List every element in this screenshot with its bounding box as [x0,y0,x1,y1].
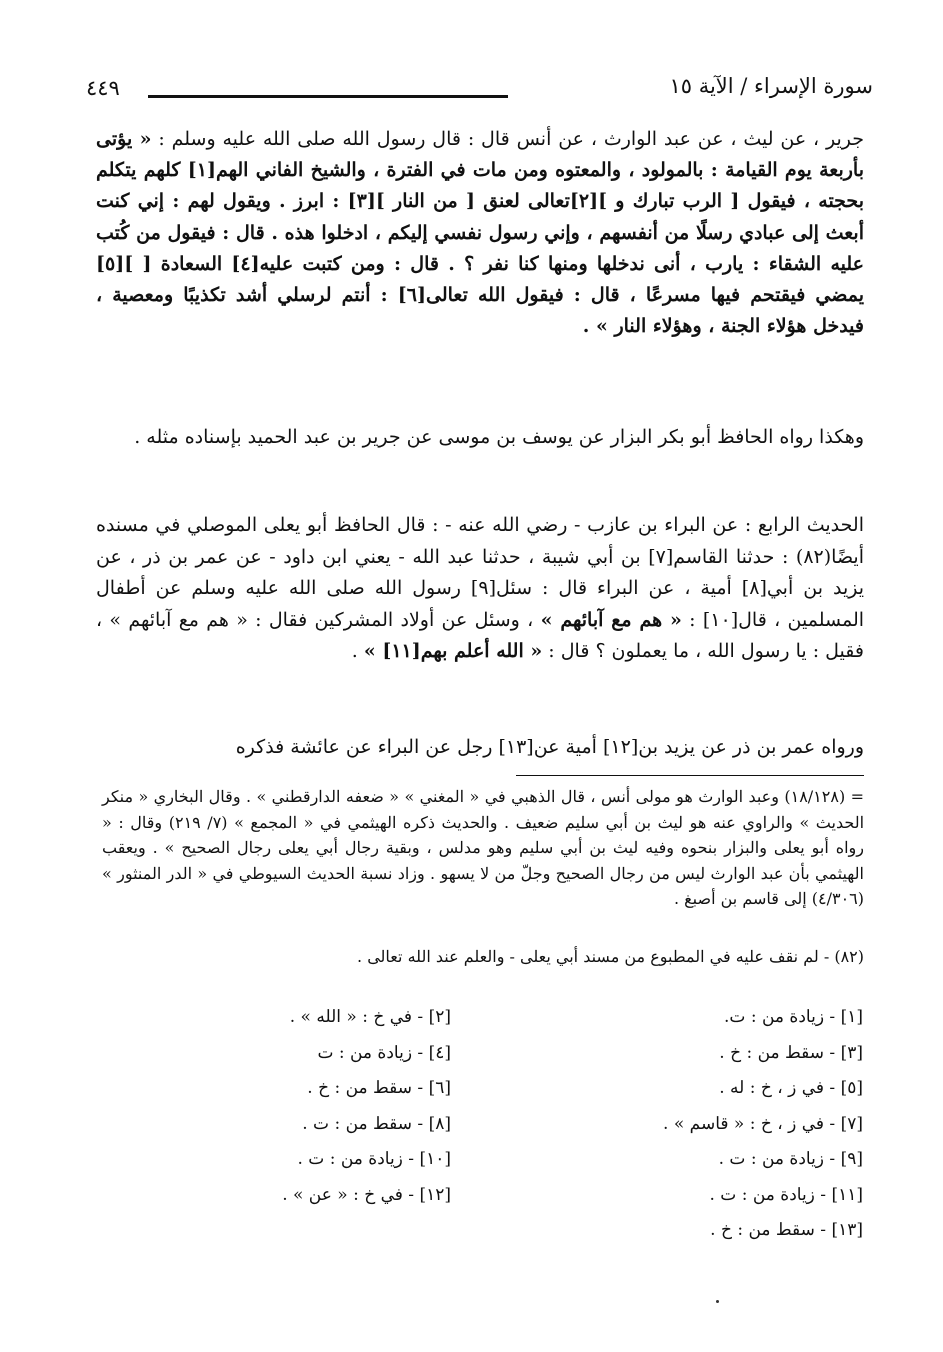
footnote-separator [516,775,864,776]
collation-note: [١١] - زيادة من : ت . [709,1184,863,1205]
page-number: ٤٤٩ [86,76,120,100]
collation-note: [١] - زيادة من : ت. [724,1007,863,1027]
collation-note: [٢] - في خ : « الله » . [289,1007,451,1027]
isnad-text: الحديث الرابع : عن البراء بن عازب - رضي الله عنه - : قال الحافظ أبو يعلى الموصلي في مسنده أيضًا(٨٢) : حدثنا القاسم[٧] بن أبي شيبة ، حدثنا عبد الله - يعني ابن داود - عن عمر بن ذر ، عن يزيد بن أبي[٨] أمية ، عن البراء قال : سئل[٩] رسول الله صلى الله عليه وسلم عن أطفال المسلمين ، قال[١٠] : [96,514,865,631]
paragraph-umar-ibn-dharr: ورواه عمر بن ذر عن يزيد بن[١٢] أمية عن[١٣] رجل عن البراء عن عائشة فذكره [235,736,864,758]
header-rule [148,95,508,98]
running-header-title: سورة الإسراء / الآية ١٥ [669,74,873,98]
paragraph-bazzar: وهكذا رواه الحافظ أبو بكر البزار عن يوسف بن موسى عن جرير بن عبد الحميد بإسناده مثله . [134,426,864,448]
collation-note: [٦] - سقط من : خ . [307,1078,451,1098]
collation-note: [٩] - زيادة من : ت . [718,1149,863,1169]
collation-note: [٥] - في ز ، خ : له . [719,1078,863,1098]
narration-text: ، وسئل عن أولاد المشركين فقال : « هم مع آبائهم » ، فقيل : يا رسول الله ، ما يعملون ؟ قال : [96,608,864,663]
footnote-82: (٨٢) - لم نقف عليه في المطبوع من مسند أبي يعلى - والعلم عند الله تعالى . [357,947,864,966]
end-mark: . [351,640,358,663]
print-speck [716,1300,719,1303]
hadith-text: « يؤتى بأربعة يوم القيامة : بالمولود ، والمعتوه ومن مات في الفترة ، والشيخ الفاني الهم[١] كلهم يتكلم بحجته ، فيقول [ الرب تبارك و ][٢]تعالى لعنق [ من النار ][٣] : ابرز . ويقول لهم : إني كنت أبعث إلى عبادي رسلًا من أنفسهم ، وإني رسول نفسي إليكم ، ادخلوا هذه . قال : فيقول من كُتب عليه الشقاء : يارب ، أنى ندخلها ومنها كنا نفر ؟ . قال : ومن كتبت عليه[٤] السعادة [ ][٥] يمضي فيقتحم فيها مسرعًا ، قال : فيقول الله تعالى[٦] : أنتم لرسلي أشد تكذيبًا ومعصية ، فيدخل هؤلاء الجنة ، وهؤلاء النار » . [96,128,864,338]
paragraph-fourth-hadith [96,510,864,668]
collation-notes-left [211,1000,451,1213]
collation-note: [٤] - زيادة من : ت [317,1042,451,1063]
collation-note: [٧] - في ز ، خ : « قاسم » . [663,1113,863,1134]
hadith-quote-1: « هم مع آبائهم » [540,608,682,631]
collation-note: [١٢] - في خ : « عن » . [282,1184,451,1205]
paragraph-hadith-anas [96,124,864,342]
collation-note: [٨] - سقط من : ت . [302,1113,451,1134]
collation-note: [١٠] - زيادة من : ت . [297,1149,451,1169]
collation-notes-right [603,1000,863,1249]
hadith-quote-2: « الله أعلم بهم[١١] » [363,640,543,663]
isnad-text: جرير ، عن ليث ، عن عبد الوارث ، عن أنس قال : قال رسول الله صلى الله عليه وسلم : [158,128,865,150]
collation-note: [٣] - سقط من : خ . [719,1042,863,1063]
collation-note: [١٣] - سقط من : خ . [710,1220,863,1240]
footnote-continued: = (١٨/١٢٨) وعبد الوارث هو مولى أنس ، قال الذهبي في « المغني » « ضعفه الدارقطني » . وقال البخاري « منكر الحديث » والراوي عنه هو ليث بن أبي سليم ضعيف . والحديث ذكره الهيثمي في « المجمع » (٧/ ٢١٩) وقال : « رواه أبو يعلى والبزار بنحوه وفيه ليث بن أبي سليم وهو مدلس ، وبقية رجال أبي يعلى رجال الصحيح » . ويعقب الهيثمي بأن عبد الوارث ليس من رجال الصحيح وجلّ من لا يسهو . وزاد نسبة الحديث السيوطي في « الدر المنثور » (٤/٣٠٦) إلى قاسم بن أصبغ . [102,787,865,909]
